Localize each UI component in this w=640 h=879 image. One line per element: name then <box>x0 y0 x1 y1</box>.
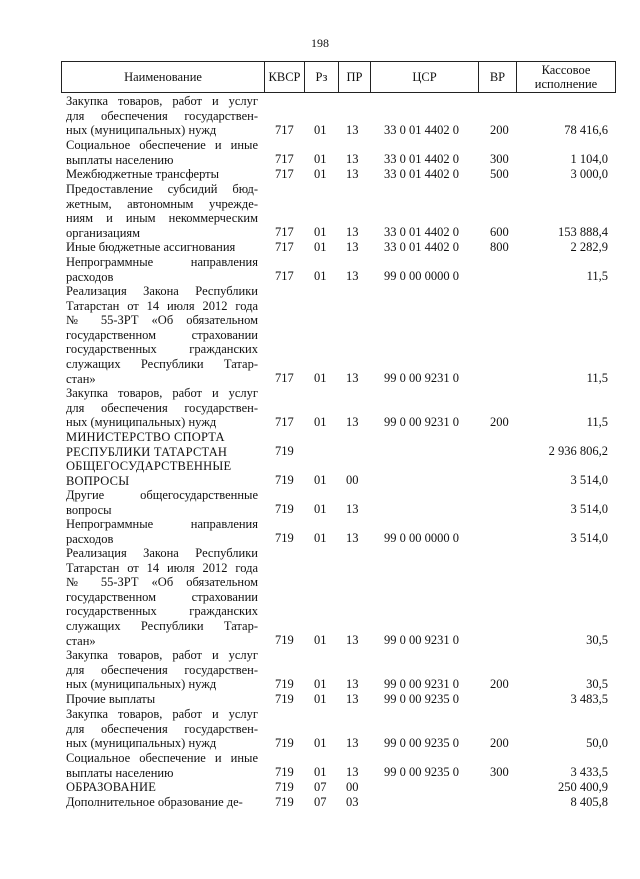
table-row <box>0 459 640 488</box>
row-name-line: жетным, автономным учрежде- <box>66 196 258 211</box>
cell-vr: 200 <box>490 123 509 137</box>
cell-rz: 01 <box>314 225 327 239</box>
cell-rz: 01 <box>314 502 327 516</box>
cell-kvsr: 717 <box>275 415 294 429</box>
cell-pr: 13 <box>346 415 359 429</box>
cell-rz: 01 <box>314 765 327 779</box>
row-name <box>66 459 258 488</box>
row-name-line: МИНИСТЕРСТВО СПОРТА <box>66 430 225 444</box>
row-name <box>66 488 258 517</box>
row-name <box>66 517 258 546</box>
cell-pr: 13 <box>346 633 359 647</box>
cell-sum: 8 405,8 <box>570 795 608 809</box>
cell-kvsr: 719 <box>275 444 294 458</box>
cell-pr: 13 <box>346 502 359 516</box>
cell-csr: 99 0 00 0000 0 <box>384 269 459 283</box>
table-row <box>0 795 640 810</box>
page-number: 198 <box>311 36 329 50</box>
cell-sum: 3 000,0 <box>570 167 608 181</box>
cell-sum: 3 514,0 <box>570 473 608 487</box>
row-name <box>66 386 258 430</box>
row-name-line: служащих Республики Татар- <box>66 618 258 633</box>
cell-kvsr: 719 <box>275 795 294 809</box>
row-name-line: Социальное обеспечение и иные <box>66 138 258 152</box>
row-name <box>66 94 258 138</box>
row-name <box>66 138 258 167</box>
cell-sum: 1 104,0 <box>570 152 608 166</box>
row-name <box>66 284 258 386</box>
row-name <box>66 648 258 692</box>
cell-csr: 99 0 00 9235 0 <box>384 736 459 750</box>
row-name-line: Закупка товаров, работ и услуг <box>66 648 258 662</box>
table-row <box>0 284 640 386</box>
cell-sum: 3 514,0 <box>570 531 608 545</box>
cell-sum: 50,0 <box>586 736 608 750</box>
table-row <box>0 240 640 255</box>
cell-kvsr: 717 <box>275 123 294 137</box>
row-name <box>66 182 258 240</box>
cell-pr: 13 <box>346 371 359 385</box>
cell-rz: 01 <box>314 677 327 691</box>
cell-pr: 13 <box>346 765 359 779</box>
cell-sum: 250 400,9 <box>558 780 608 794</box>
cell-csr: 33 0 01 4402 0 <box>384 240 459 254</box>
row-name-line: Закупка товаров, работ и услуг <box>66 94 258 108</box>
header-kvsr: КВСР <box>265 62 305 92</box>
cell-vr: 300 <box>490 152 509 166</box>
row-name-line: Закупка товаров, работ и услуг <box>66 707 258 721</box>
table-row <box>0 488 640 517</box>
cell-kvsr: 717 <box>275 371 294 385</box>
cell-csr: 99 0 00 0000 0 <box>384 531 459 545</box>
table-row <box>0 167 640 182</box>
cell-csr: 99 0 00 9231 0 <box>384 677 459 691</box>
cell-kvsr: 719 <box>275 765 294 779</box>
cell-rz: 01 <box>314 473 327 487</box>
cell-sum: 11,5 <box>586 269 608 283</box>
row-name <box>66 430 258 459</box>
row-name <box>66 546 258 648</box>
row-name-line: Татарстан от 14 июля 2012 года <box>66 298 258 313</box>
cell-pr: 13 <box>346 269 359 283</box>
cell-pr: 13 <box>346 225 359 239</box>
row-name-line: для обеспечения государствен- <box>66 721 258 736</box>
row-name-line: выплаты населению <box>66 152 174 167</box>
cell-sum: 11,5 <box>586 371 608 385</box>
cell-kvsr: 719 <box>275 473 294 487</box>
row-name-line: ных (муниципальных) нужд <box>66 736 217 751</box>
cell-kvsr: 719 <box>275 736 294 750</box>
cell-kvsr: 717 <box>275 269 294 283</box>
row-name-line: для обеспечения государствен- <box>66 662 258 677</box>
cell-vr: 200 <box>490 677 509 691</box>
table-row <box>0 255 640 284</box>
cell-vr: 200 <box>490 736 509 750</box>
table-row <box>0 707 640 751</box>
table-row <box>0 751 640 780</box>
cell-kvsr: 719 <box>275 531 294 545</box>
cell-csr: 33 0 01 4402 0 <box>384 123 459 137</box>
row-name-line: выплаты населению <box>66 765 174 780</box>
row-name-line: Прочие выплаты <box>66 692 156 706</box>
cell-kvsr: 719 <box>275 780 294 794</box>
row-name-line: ниям и иным некоммерческим <box>66 211 258 226</box>
row-name <box>66 692 258 707</box>
cell-sum: 2 936 806,2 <box>548 444 608 458</box>
row-name <box>66 167 258 182</box>
table-row <box>0 182 640 240</box>
row-name-line: Дополнительное образование де- <box>66 795 243 809</box>
row-name <box>66 255 258 284</box>
cell-sum: 30,5 <box>586 677 608 691</box>
row-name-line: Реализация Закона Республики <box>66 284 258 298</box>
row-name-line: Закупка товаров, работ и услуг <box>66 386 258 400</box>
cell-pr: 13 <box>346 123 359 137</box>
cell-kvsr: 719 <box>275 677 294 691</box>
table-row <box>0 692 640 707</box>
cell-vr: 200 <box>490 415 509 429</box>
cell-sum: 153 888,4 <box>558 225 608 239</box>
cell-rz: 01 <box>314 531 327 545</box>
cell-rz: 01 <box>314 269 327 283</box>
cell-kvsr: 717 <box>275 240 294 254</box>
row-name <box>66 751 258 780</box>
table-row <box>0 546 640 648</box>
cell-csr: 33 0 01 4402 0 <box>384 152 459 166</box>
table-row <box>0 386 640 430</box>
cell-kvsr: 719 <box>275 502 294 516</box>
table-row <box>0 94 640 138</box>
cell-pr: 13 <box>346 736 359 750</box>
table-row <box>0 648 640 692</box>
cell-pr: 00 <box>346 780 359 794</box>
row-name-line: Татарстан от 14 июля 2012 года <box>66 560 258 575</box>
row-name-line: стан» <box>66 633 96 648</box>
row-name-line: государственных гражданских <box>66 604 258 619</box>
cell-kvsr: 719 <box>275 633 294 647</box>
header-csr: ЦСР <box>371 62 479 92</box>
row-name-line: Непрограммные направления <box>66 255 258 269</box>
row-name-line: № 55-ЗРТ «Об обязательном <box>66 575 258 590</box>
cell-sum: 3 483,5 <box>570 692 608 706</box>
cell-rz: 01 <box>314 371 327 385</box>
header-pr: ПР <box>339 62 371 92</box>
cell-sum: 3 514,0 <box>570 502 608 516</box>
cell-kvsr: 717 <box>275 167 294 181</box>
header-name: Наименование <box>62 62 265 92</box>
table-body <box>0 94 640 810</box>
cell-pr: 13 <box>346 692 359 706</box>
row-name-line: № 55-ЗРТ «Об обязательном <box>66 313 258 328</box>
cell-sum: 2 282,9 <box>570 240 608 254</box>
row-name-line: для обеспечения государствен- <box>66 400 258 415</box>
cell-sum: 30,5 <box>586 633 608 647</box>
cell-rz: 01 <box>314 167 327 181</box>
table-row <box>0 780 640 795</box>
row-name-line: Другие общегосударственные <box>66 488 258 502</box>
header-sum-line1: Кассовое <box>541 63 591 77</box>
row-name-line: ных (муниципальных) нужд <box>66 677 217 692</box>
table-row <box>0 517 640 546</box>
table-row <box>0 138 640 167</box>
row-name-line: Межбюджетные трансферты <box>66 167 220 181</box>
row-name-line: стан» <box>66 371 96 386</box>
row-name-line: государственном страховании <box>66 327 258 342</box>
cell-sum: 78 416,6 <box>564 123 608 137</box>
row-name-line: Предоставление субсидий бюд- <box>66 182 258 196</box>
row-name-line: ОБРАЗОВАНИЕ <box>66 780 157 794</box>
row-name-line: служащих Республики Татар- <box>66 356 258 371</box>
cell-pr: 13 <box>346 152 359 166</box>
row-name-line: Иные бюджетные ассигнования <box>66 240 236 254</box>
row-name-line: расходов <box>66 531 114 546</box>
row-name <box>66 240 258 255</box>
cell-csr: 99 0 00 9231 0 <box>384 371 459 385</box>
row-name-line: расходов <box>66 269 114 284</box>
row-name-line: ных (муниципальных) нужд <box>66 123 217 138</box>
cell-pr: 13 <box>346 240 359 254</box>
row-name-line: ОБЩЕГОСУДАРСТВЕННЫЕ <box>66 459 232 473</box>
cell-pr: 13 <box>346 531 359 545</box>
cell-csr: 33 0 01 4402 0 <box>384 167 459 181</box>
cell-rz: 01 <box>314 415 327 429</box>
row-name-line: государственных гражданских <box>66 342 258 357</box>
row-name-line: ных (муниципальных) нужд <box>66 415 217 430</box>
row-name-line: РЕСПУБЛИКИ ТАТАРСТАН <box>66 444 228 459</box>
cell-pr: 00 <box>346 473 359 487</box>
cell-pr: 13 <box>346 677 359 691</box>
header-rz: Рз <box>305 62 339 92</box>
header-sum <box>517 62 615 92</box>
table-header <box>61 61 616 93</box>
cell-rz: 01 <box>314 123 327 137</box>
cell-csr: 99 0 00 9235 0 <box>384 692 459 706</box>
cell-rz: 01 <box>314 152 327 166</box>
row-name-line: ВОПРОСЫ <box>66 473 130 488</box>
cell-vr: 600 <box>490 225 509 239</box>
row-name-line: организациям <box>66 225 141 240</box>
cell-vr: 500 <box>490 167 509 181</box>
cell-rz: 01 <box>314 736 327 750</box>
cell-kvsr: 717 <box>275 225 294 239</box>
cell-sum: 11,5 <box>586 415 608 429</box>
row-name-line: для обеспечения государствен- <box>66 108 258 123</box>
cell-vr: 800 <box>490 240 509 254</box>
header-vr: ВР <box>479 62 517 92</box>
cell-rz: 07 <box>314 780 327 794</box>
cell-rz: 01 <box>314 240 327 254</box>
cell-vr: 300 <box>490 765 509 779</box>
row-name-line: Реализация Закона Республики <box>66 546 258 560</box>
header-sum-line2: исполнение <box>534 77 598 91</box>
cell-csr: 99 0 00 9235 0 <box>384 765 459 779</box>
row-name-line: Социальное обеспечение и иные <box>66 751 258 765</box>
row-name <box>66 780 258 795</box>
row-name-line: государственном страховании <box>66 589 258 604</box>
cell-csr: 99 0 00 9231 0 <box>384 633 459 647</box>
cell-rz: 01 <box>314 633 327 647</box>
cell-sum: 3 433,5 <box>570 765 608 779</box>
cell-csr: 33 0 01 4402 0 <box>384 225 459 239</box>
cell-csr: 99 0 00 9231 0 <box>384 415 459 429</box>
cell-rz: 01 <box>314 692 327 706</box>
row-name-line: вопросы <box>66 502 112 517</box>
cell-kvsr: 719 <box>275 692 294 706</box>
cell-pr: 13 <box>346 167 359 181</box>
cell-kvsr: 717 <box>275 152 294 166</box>
cell-rz: 07 <box>314 795 327 809</box>
row-name-line: Непрограммные направления <box>66 517 258 531</box>
cell-pr: 03 <box>346 795 359 809</box>
row-name <box>66 707 258 751</box>
table-row <box>0 430 640 459</box>
row-name <box>66 795 258 810</box>
